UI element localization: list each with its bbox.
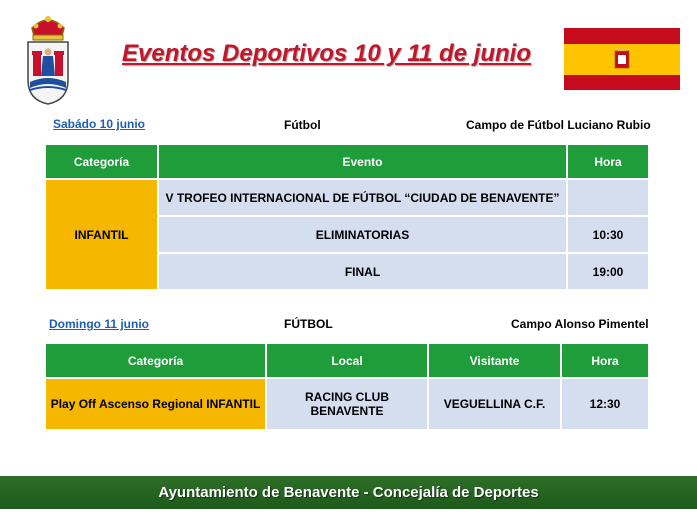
header-time: Hora xyxy=(562,344,648,377)
spain-flag-icon xyxy=(564,28,680,90)
header-category: Categoría xyxy=(46,344,265,377)
event-cell: FINAL xyxy=(159,254,566,289)
table-row xyxy=(46,379,648,429)
header-event: Evento xyxy=(159,145,566,178)
event-cell: V TROFEO INTERNACIONAL DE FÚTBOL “CIUDAD DE BENAVENTE” xyxy=(159,180,566,215)
header-time: Hora xyxy=(568,145,648,178)
day1-date[interactable]: Sabádo 10 junio xyxy=(53,117,146,131)
header-local: Local xyxy=(267,344,427,377)
day2-sport: FÚTBOL xyxy=(284,317,333,331)
local-team-cell: RACING CLUB BENAVENTE xyxy=(267,379,427,429)
visitor-team-cell: VEGUELLINA C.F. xyxy=(429,379,560,429)
time-cell: 10:30 xyxy=(568,217,648,252)
time-cell: 19:00 xyxy=(568,254,648,289)
footer-banner: Ayuntamiento de Benavente - Concejalía de Deportes xyxy=(0,476,697,509)
day2-date[interactable]: Domingo 11 junio xyxy=(49,317,150,331)
category-cell: Play Off Ascenso Regional INFANTIL xyxy=(46,379,265,429)
day1-schedule-table xyxy=(44,143,650,291)
event-cell: ELIMINATORIAS xyxy=(159,217,566,252)
time-cell: 12:30 xyxy=(562,379,648,429)
page-title: Eventos Deportivos 10 y 11 de junio xyxy=(122,40,532,67)
day1-sport: Fútbol xyxy=(284,118,321,132)
day1-venue: Campo de Fútbol Luciano Rubio xyxy=(466,118,651,132)
table-row xyxy=(46,180,648,215)
header-visitor: Visitante xyxy=(429,344,560,377)
category-cell: INFANTIL xyxy=(46,180,157,289)
day2-schedule-table xyxy=(44,342,650,431)
header-category: Categoría xyxy=(46,145,157,178)
day2-venue: Campo Alonso Pimentel xyxy=(511,317,649,331)
coat-of-arms-icon xyxy=(24,14,72,106)
time-cell xyxy=(568,180,648,215)
